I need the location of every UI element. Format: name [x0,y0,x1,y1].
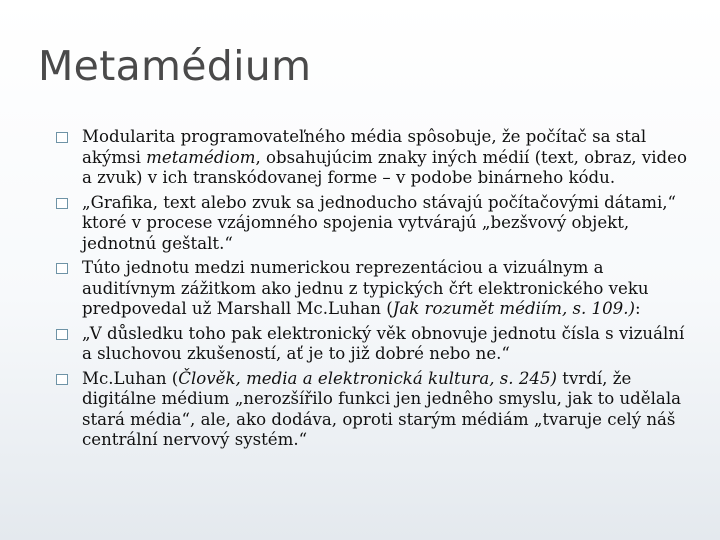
bullet-item-2 [56,193,696,255]
bullet-list [56,127,696,455]
italic-run: Jak rozumět médiím, s. 109.) [392,299,635,318]
bullet-item-3 [56,258,696,320]
hollow-square-icon [56,132,68,143]
hollow-square-icon [56,263,68,274]
text-run: , obsahujúcim znaky iných médií (text, obraz, video a zvuk) v ich transkódovanej forme – v podobe binárneho kódu. [82,147,687,187]
bullet-item-5 [56,369,696,451]
hollow-square-icon [56,329,68,340]
bullet-text [82,258,649,318]
bullet-text [82,324,684,364]
italic-run: metamédiom [146,147,256,167]
bullet-item-4 [56,324,696,365]
hollow-square-icon [56,374,68,385]
text-run: Modularita programovateľného média spôsobuje, že počítač sa stal akýmsi [82,127,647,167]
text-run: : [634,299,641,318]
text-run: „Grafika, text alebo zvuk sa jednoducho stávajú počítačovými dátami,“ ktoré v procese vzájomného spojenia vytvárajú „bezšvový objekt, jednotnú geštalt.“ [82,192,677,253]
text-run: Túto jednotu medzi numerickou reprezentáciou a vizuálnym a auditívnym zážitkom ako jednu z typických čŕt elektronického veku predpovedal už Marshall Mc.Luhan ( [82,258,649,318]
slide-title: Metamédium [38,42,312,90]
bullet-item-1 [56,127,696,189]
bullet-text [82,369,681,450]
bullet-text [82,193,676,253]
text-run: tvrdí, že digitálne médium „nerozšířilo funkci jen jednêho smyslu, jak to udělala stará média“, ale, ako dodáva, oproti starým médiám „tvaruje celý náš centrální nervový systém.“ [82,368,682,449]
text-run: „V důsledku toho pak elektronický věk obnovuje jednotu čísla s vizuální a sluchovou zkušeností, ať je to již dobré nebo ne.“ [82,323,685,363]
bullet-text [82,127,687,187]
text-run: Mc.Luhan ( [82,368,179,388]
hollow-square-icon [56,198,68,209]
italic-run: Člověk, media a elektronická kultura, s. 245) [178,368,557,388]
